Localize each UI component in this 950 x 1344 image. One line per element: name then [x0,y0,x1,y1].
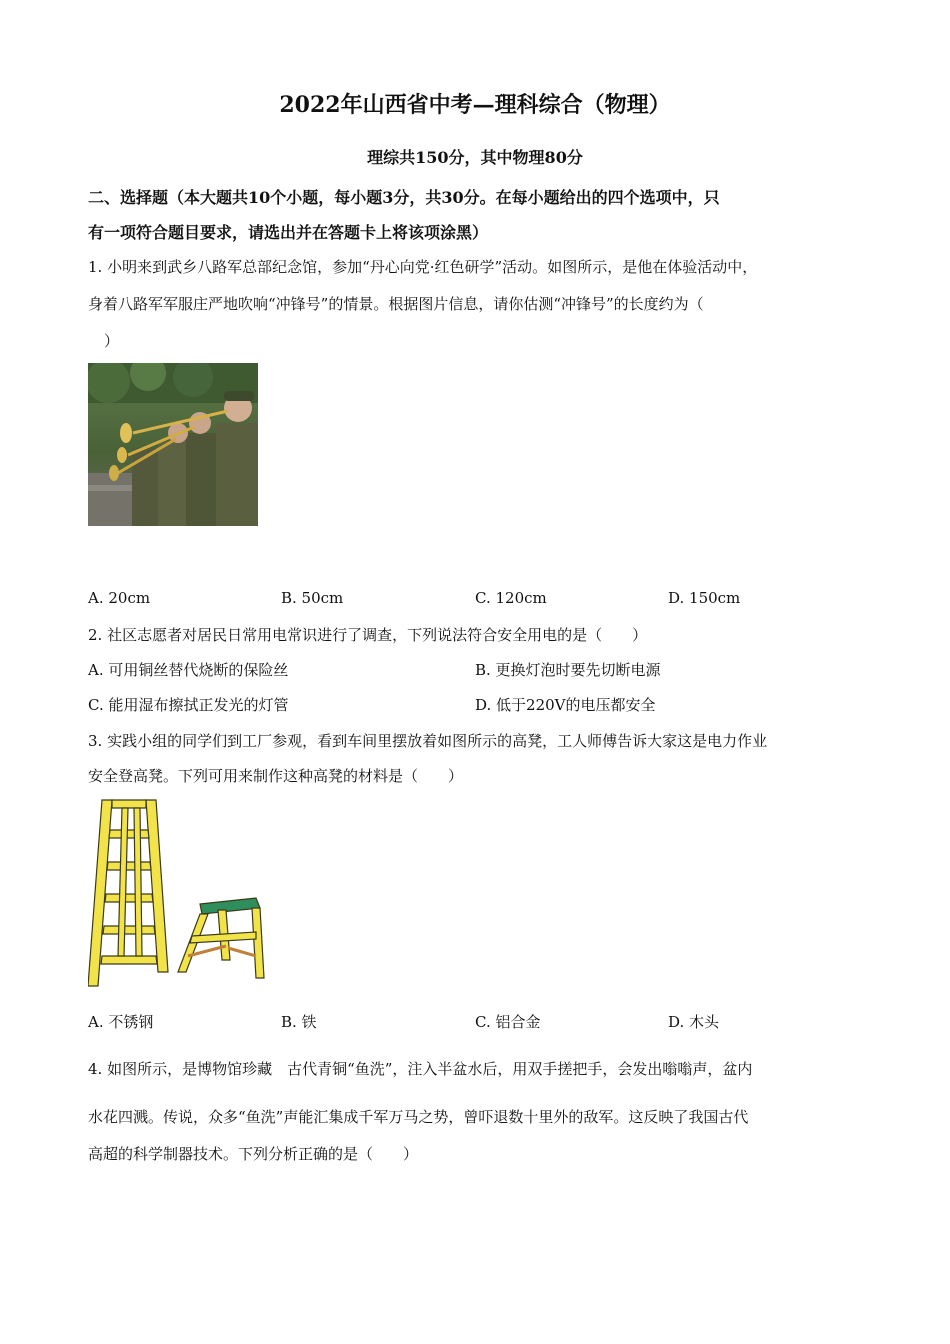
q3-option-b: B. 铁 [281,1013,317,1031]
q3-option-d: D. 木头 [668,1013,720,1031]
q2-option-a: A. 可用铜丝替代烧断的保险丝 [88,661,289,679]
q3-option-c: C. 铝合金 [475,1013,541,1031]
q4-stem-line-2: 水花四溅。传说，众多“鱼洗”声能汇集成千军万马之势，曾吓退数十里外的敌军。这反映了我国古代 [88,1108,749,1126]
q3-stem-line-1: 3. 实践小组的同学们到工厂参观，看到车间里摆放着如图所示的高凳，工人师傅告诉大家这是电力作业 [88,732,768,750]
q4-stem-line-1: 4. 如图所示，是博物馆珍藏 古代青铜“鱼洗”，注入半盆水后，用双手搓把手，会发出嗡嗡声，盆内 [88,1060,753,1078]
q2-option-b: B. 更换灯泡时要先切断电源 [475,661,661,679]
q1-option-b: B. 50cm [281,589,344,607]
page-subtitle: 理综共150分，其中物理80分 [367,148,583,167]
section-heading-line-2: 有一项符合题目要求，请选出并在答题卡上将该项涂黑） [88,223,489,242]
q1-stem-line-1: 1. 小明来到武乡八路军总部纪念馆，参加“丹心向党·红色研学”活动。如图所示，是他在体验活动中， [88,258,758,276]
q2-option-d: D. 低于220V的电压都安全 [475,696,656,714]
q3-stool-figure [88,796,274,994]
section-heading [88,180,858,250]
q1-option-a: A. 20cm [88,589,151,607]
q2-stem: 2. 社区志愿者对居民日常用电常识进行了调查，下列说法符合安全用电的是（ ） [88,626,648,644]
q1-bugle-photo [88,363,258,526]
q3-stem-line-2: 安全登高凳。下列可用来制作这种高凳的材料是（ ） [88,767,464,785]
section-heading-line-1: 二、选择题（本大题共10个小题，每小题3分，共30分。在每小题给出的四个选项中，只 [88,188,720,207]
ladder-stool-image [88,796,274,994]
q1-stem-line-3: ） [104,332,120,350]
q1-stem-line-2: 身着八路军军服庄严地吹响“冲锋号”的情景。根据图片信息，请你估测“冲锋号”的长度约为（ [88,295,704,313]
q2-option-c: C. 能用湿布擦拭正发光的灯管 [88,696,289,714]
page-title: 2022年山西省中考—理科综合（物理） [279,92,671,118]
q3-option-a: A. 不锈钢 [88,1013,154,1031]
q1-option-d: D. 150cm [668,589,741,607]
q4-stem-line-3: 高超的科学制器技术。下列分析正确的是（ ） [88,1145,419,1163]
bugle-photo-image [88,363,258,526]
q1-option-c: C. 120cm [475,589,547,607]
